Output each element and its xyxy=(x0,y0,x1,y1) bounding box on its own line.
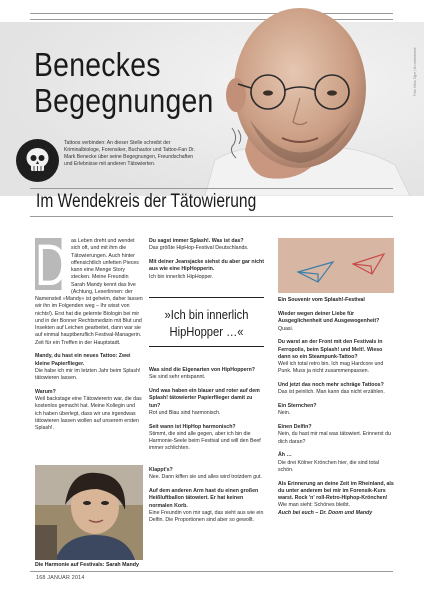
question: Du sagst immer Splash!. Was ist das? xyxy=(149,238,244,244)
caption-portrait: Die Harmonie auf Festivals: Sarah Mandy xyxy=(35,562,139,568)
question: Warum? xyxy=(35,388,56,395)
answer: Stimmt, die sind alle gegen, aber ich bin die Harmonie-Seele beim Festival und will den Beef immer schlichten. xyxy=(149,430,261,452)
middle-column-lower xyxy=(149,467,265,531)
question: Was sind die Eigenarten von HipHoppern? xyxy=(149,367,255,373)
photo-credit: Foto: Mirko Zlger | fb.com/ketraevl xyxy=(413,47,417,96)
middle-column-top xyxy=(149,238,265,287)
middle-column-bottom xyxy=(149,367,265,459)
question: Wieder wegen deiner Liebe für Ausgeglichenheit und Ausgewogenheit? xyxy=(278,311,380,325)
question: Und was haben ein blauer und roter auf dem Splash! tätowierter Papierflieger damit zu tun? xyxy=(149,388,260,409)
skull-icon xyxy=(16,139,59,182)
question: Einen Delfin? xyxy=(278,424,312,430)
answer: Sie sind sehr entspannt. xyxy=(149,374,206,381)
answer: Das ist peinlich. Man kann das nicht erzählen. xyxy=(278,389,385,396)
portrait-photo-sarah xyxy=(35,465,143,560)
left-column xyxy=(35,233,143,439)
answer: Wie man sieht: Schönes bleibt. xyxy=(278,502,351,509)
answer: Das größte HipHop-Festival Deutschlands. xyxy=(149,245,249,252)
drop-cap: D xyxy=(35,233,68,298)
question: Klappt's? xyxy=(149,467,173,473)
question: Seit wann ist HipHop harmonisch? xyxy=(149,423,236,430)
pull-quote-line-2: HipHopper …« xyxy=(169,324,244,339)
answer: Die habe ich mir im letzten Jahr beim Splash! tätowieren lassen. xyxy=(35,367,141,381)
series-title-line-2: Begegnungen xyxy=(34,82,214,119)
answer: Ich bin innerlich HipHopper. xyxy=(149,273,214,280)
question: Du warst an der Front mit den Festivals in Ferropolis, beim Splash! und Melt!. Wieso dann so ein Steampunk-Tattoo? xyxy=(278,339,383,360)
answer: Die drei Kölner Krönchen hier, die sind total schön. xyxy=(278,459,379,473)
intro-text: Tattoos verbinden: An dieser Stelle schreibt der Kriminalbiologe, Forensiker, Buchautor und Tattoo-Fan Dr. Mark Benecke über seine Begegnungen, Freundschaften und Erlebnisse mit anderen Tätowierten. xyxy=(64,140,195,168)
mark-benecke-logo xyxy=(16,139,59,182)
answer: Weil backstage eine Tätowiererin war, die das kostenlos gemacht hat. Meine Kollegin und ich haben überlegt, dass wir uns irgendwas tätowieren lassen wollen auf unserem ersten Splash!. xyxy=(35,396,142,431)
answer: Nein. xyxy=(278,410,291,417)
caption-tattoo: Ein Souvenir vom Splash!-Festival xyxy=(278,297,365,303)
answer: Quasi. xyxy=(278,325,294,332)
footer-rule xyxy=(30,571,393,572)
pull-quote-line-1: »Ich bin innerlich xyxy=(164,307,249,322)
lead-paragraph xyxy=(35,233,143,347)
pull-quote xyxy=(149,297,264,347)
series-title-line-1: Beneckes xyxy=(34,46,161,83)
answer: Weil ich total retro bin. Ich mag Hardcore und Punk. Muss ja nicht zusammenpassen. xyxy=(278,361,384,375)
answer: Nee. Dann kiffen sie und alles wird trotzdem gut. xyxy=(149,474,262,481)
article-headline: Im Wendekreis der Tätowierung xyxy=(36,191,257,212)
page-footer: 168 JANUAR 2014 xyxy=(36,575,85,581)
answer: Rot und Blau sind harmonisch. xyxy=(149,409,221,416)
question: Mit deiner Jeansjacke siehst du aber gar nicht aus wie eine HipHopperin. xyxy=(149,259,264,273)
question: Mandy, du hast ein neues Tattoo: Zwei kleine Papierflieger. xyxy=(35,353,131,367)
tattoo-photo-paper-planes xyxy=(278,238,394,293)
question: Als Erinnerung an deine Zeit im Rheinland, als du unter anderem bei mir im Forensik-Kurs warst. Rock 'n' roll-Retro-Hiphop-Krönchen! xyxy=(278,480,394,501)
headline-rule-bottom xyxy=(30,216,393,217)
question: Und jetzt das noch mehr schräge Tattoos? xyxy=(278,382,384,388)
question: Auf dem anderen Arm hast du einen großen Heißluftballon tätowiert. Er hat keinen normalen Korb. xyxy=(149,488,259,509)
answer: Eine Freundin von mir sagt, das sieht aus wie ein Delfin. Die Proportionen sind aber so gewollt. xyxy=(149,509,264,523)
question: Ein Sternchen? xyxy=(278,403,317,409)
series-title xyxy=(34,47,214,119)
right-column xyxy=(278,311,394,523)
signature: Auch bei euch – Dr. Doom und Mandy xyxy=(278,509,373,516)
lead-text: as Leben dreht und wendet sich oft, und mit ihm die Tätowierungen. Auch hinter offensichtlich unfetten Pieces kann eine Menge Story stecken. Meine Freundin Sarah Mandy kennt das live (Achtung, Leserlinnen: der Namensteil »Mandy« ist geheim, daher lassen wir ihn im Folgenden weg – Ihr wisst von nichts!). Erst hat die gelernte Biologin bei mir und in der Bonner Rechtsmedizin mit Blut und Insekten auf Leichen gearbeitet, dann war sie auf einmal hauptberuflich Festival-Managerin. Zeit für ein Treffen in der Hauptstadt. xyxy=(35,238,143,346)
answer: Nein, du hast mir mal was tätowiert. Erinnerst du dich daran? xyxy=(278,431,391,445)
question: Äh … xyxy=(278,452,292,459)
headline-rule-top xyxy=(30,188,393,189)
